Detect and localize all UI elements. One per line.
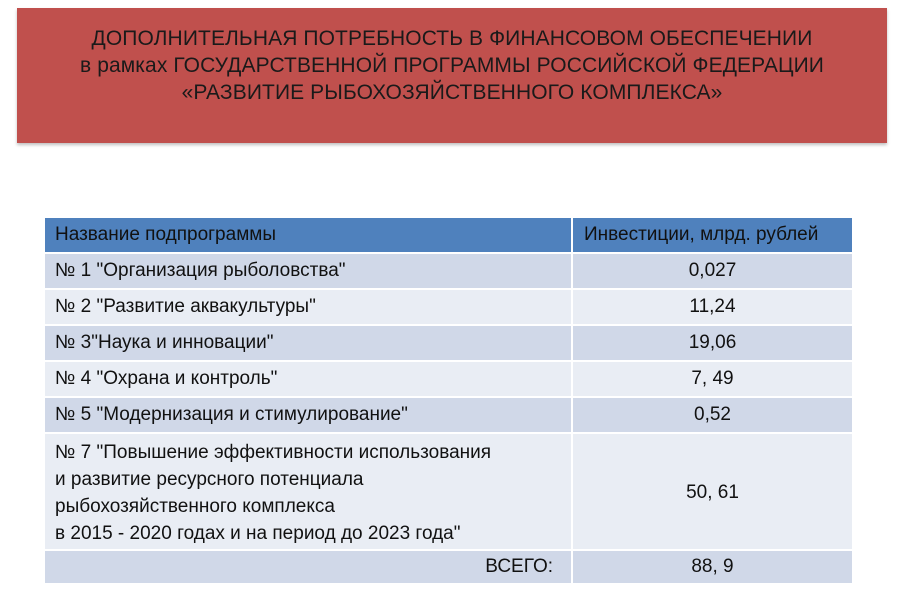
subprograms-table bbox=[45, 218, 852, 585]
investment-value: 0,52 bbox=[572, 397, 852, 433]
column-header-name: Название подпрограммы bbox=[45, 218, 572, 253]
table-row bbox=[45, 433, 852, 550]
subprogram-name bbox=[45, 433, 572, 550]
subprogram-name: № 1 "Организация рыболовства" bbox=[45, 253, 572, 289]
title-line-3: «РАЗВИТИЕ РЫБОХОЗЯЙСТВЕННОГО КОМПЛЕКСА» bbox=[181, 81, 723, 104]
subprogram-name: № 4 "Охрана и контроль" bbox=[45, 361, 572, 397]
subprogram-name: № 3"Наука и инновации" bbox=[45, 325, 572, 361]
table-row bbox=[45, 397, 852, 433]
title-line-2: в рамках ГОСУДАРСТВЕННОЙ ПРОГРАММЫ РОССИЙСКОЙ ФЕДЕРАЦИИ bbox=[80, 54, 824, 77]
total-value: 88, 9 bbox=[572, 550, 852, 584]
investment-value: 7, 49 bbox=[572, 361, 852, 397]
table-row bbox=[45, 361, 852, 397]
investment-value: 0,027 bbox=[572, 253, 852, 289]
table-header-row bbox=[45, 218, 852, 253]
subprogram-name-line: № 7 "Повышение эффективности использования bbox=[55, 441, 492, 463]
total-row bbox=[45, 550, 852, 584]
subprogram-name-line: в 2015 - 2020 годах и на период до 2023 года" bbox=[55, 522, 461, 544]
table-row bbox=[45, 325, 852, 361]
subprogram-name: № 5 "Модернизация и стимулирование" bbox=[45, 397, 572, 433]
title-banner bbox=[17, 8, 887, 143]
subprogram-name-line: рыбохозяйственного комплекса bbox=[55, 495, 335, 517]
total-label: ВСЕГО: bbox=[45, 550, 572, 584]
table-row bbox=[45, 253, 852, 289]
investment-value: 19,06 bbox=[572, 325, 852, 361]
subprogram-name-line: и развитие ресурсного потенциала bbox=[55, 468, 364, 490]
column-header-investments: Инвестиции, млрд. рублей bbox=[572, 218, 852, 253]
table-row bbox=[45, 289, 852, 325]
title-line-1: ДОПОЛНИТЕЛЬНАЯ ПОТРЕБНОСТЬ В ФИНАНСОВОМ ОБЕСПЕЧЕНИИ bbox=[91, 27, 813, 50]
subprogram-name: № 2 "Развитие аквакультуры" bbox=[45, 289, 572, 325]
investment-value: 50, 61 bbox=[572, 433, 852, 550]
investment-value: 11,24 bbox=[572, 289, 852, 325]
